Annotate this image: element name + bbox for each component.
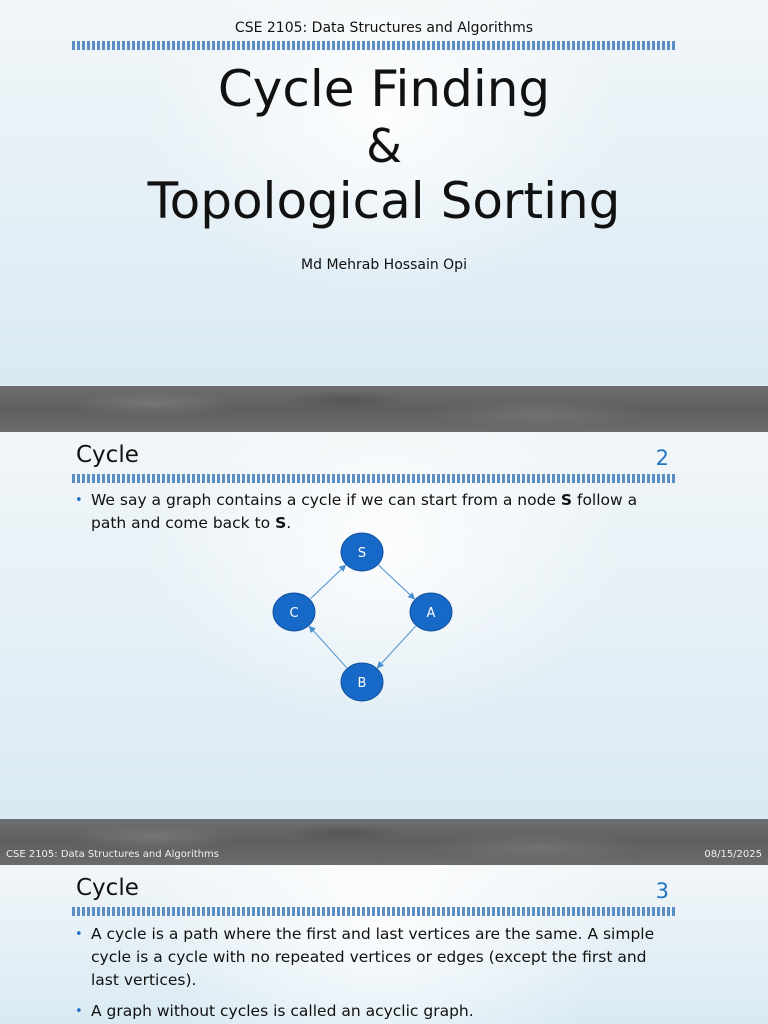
graph-node-label-b: B xyxy=(357,676,367,691)
title-stripe-rule xyxy=(72,474,676,483)
title-line-2: & xyxy=(366,119,402,173)
bullet-dot-icon: • xyxy=(75,927,83,942)
bullet-text: A cycle is a path where the first and last vertices are the same. A simple cycle is a cycle with no repeated vertices or edges (except the first and last vertices). xyxy=(91,925,655,989)
slide-title: Cycle xyxy=(76,442,139,468)
graph-edge-c-s xyxy=(310,565,345,599)
bullet-text-2: follow a path and come back to xyxy=(91,491,638,532)
slide-header: CSE 2105: Data Structures and Algorithms xyxy=(234,20,534,36)
cycle-graph-diagram xyxy=(260,530,470,714)
title-line-1: Cycle Finding xyxy=(217,60,551,118)
slide-title: Cycle xyxy=(76,875,139,901)
slide-1 xyxy=(0,0,768,386)
bullet-item xyxy=(74,489,674,535)
graph-edge-a-b xyxy=(377,626,415,668)
graph-edge-b-c xyxy=(309,626,346,667)
footer-course-name: CSE 2105: Data Structures and Algorithms xyxy=(6,849,219,860)
bullet-bold-2: S xyxy=(275,514,287,532)
bullet-item xyxy=(74,923,674,992)
bullet-text-1: We say a graph contains a cycle if we can start from a node xyxy=(91,491,561,509)
bullet-text-3: . xyxy=(286,514,292,532)
bullet-dot-icon: • xyxy=(75,493,83,508)
slide-number: 3 xyxy=(655,879,669,903)
slide-number: 2 xyxy=(655,446,669,470)
slide-3 xyxy=(0,865,768,1024)
graph-node-label-s: S xyxy=(357,546,367,561)
author-name: Md Mehrab Hossain Opi xyxy=(301,257,467,273)
title-stripe-rule xyxy=(72,907,676,916)
slide-2 xyxy=(0,432,768,819)
bullet-bold-1: S xyxy=(560,491,573,509)
graph-node-label-c: C xyxy=(289,606,299,621)
bullet-text: A graph without cycles is called an acyclic graph. xyxy=(91,1002,474,1020)
bullet-item xyxy=(74,1000,674,1023)
title-line-3: Topological Sorting xyxy=(147,172,621,230)
graph-edge-s-a xyxy=(379,565,415,599)
graph-node-label-a: A xyxy=(426,606,436,621)
header-stripe-rule xyxy=(72,41,676,50)
bullet-list xyxy=(74,923,674,1024)
footer-date: 08/15/2025 xyxy=(704,849,762,860)
slide-separator-1 xyxy=(0,386,768,432)
slide-separator-2 xyxy=(0,819,768,865)
bullet-dot-icon: • xyxy=(75,1004,83,1019)
